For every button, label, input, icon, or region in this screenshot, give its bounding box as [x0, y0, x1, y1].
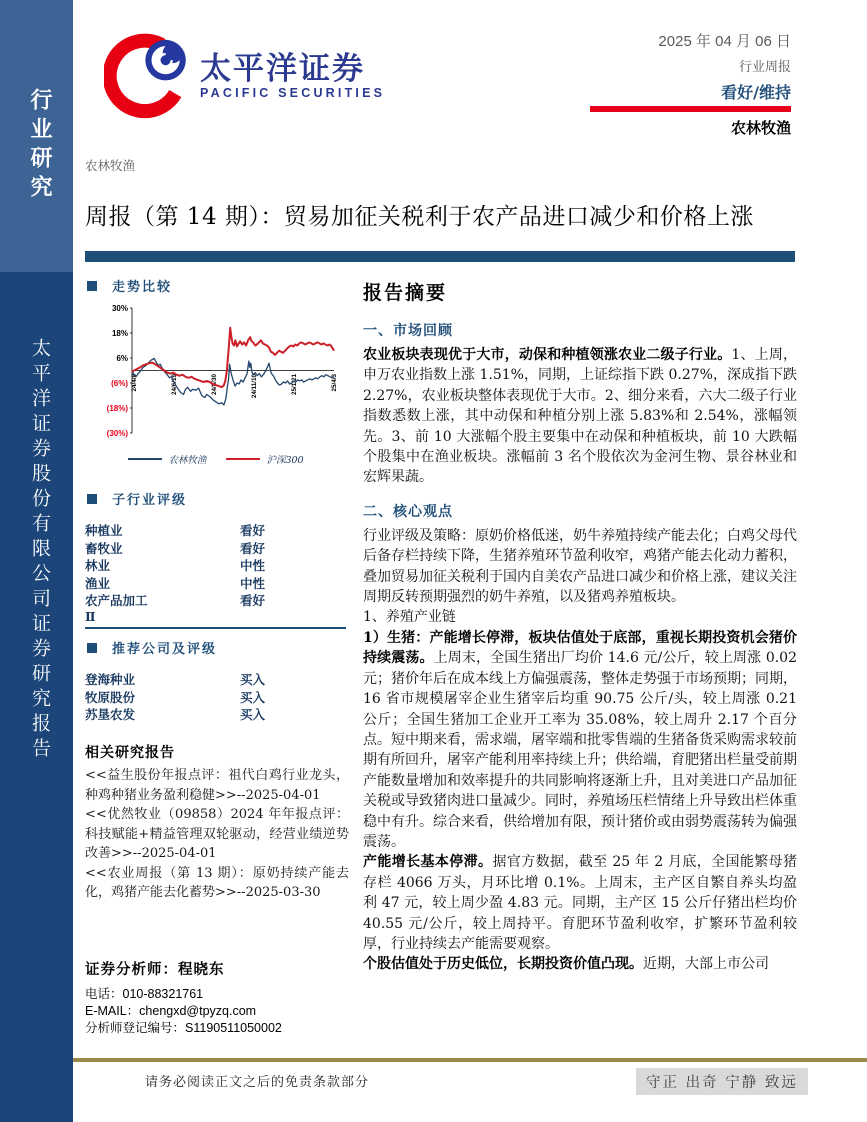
paragraph-body: 1、上周，申万农业指数上涨 1.51%，同期，上证综指下跌 0.27%，深成指下跌 2.27%，农业板块整体表现优于大市。2、细分来看，六大二级子行业指数悉数上涨，其中动保和种植分别上涨 5.83%和 2.54%，涨幅领先。3、前 10 大涨幅个股主要集中在动保和种植板块，前 10 大跌幅个股集中在渔业板块。涨幅前 3 名个股依次为金河生物、景谷林业和宏辉果蔬。 — [363, 347, 797, 486]
trend-chart — [90, 298, 342, 452]
trend-section-header — [87, 276, 172, 295]
section-2-title: 二、核心观点 — [363, 503, 453, 520]
company-row — [85, 670, 347, 688]
rating-name: 畜牧业 — [85, 540, 123, 556]
title-divider — [85, 251, 795, 262]
legend-label-industry: 农林牧渔 — [168, 455, 207, 466]
rating-underline — [590, 106, 791, 112]
footer-divider — [73, 1058, 867, 1062]
x-tick: 24/11/10 — [251, 374, 258, 399]
legend-swatch-industry — [128, 458, 162, 460]
valuation-paragraph — [363, 954, 797, 974]
paragraph-lead: 1）生猪：产能增长停滞，板块估值处于底部，重视长期投资机会猪价持续震荡。 — [363, 629, 797, 667]
analyst-name: 证券分析师：程晓东 — [85, 961, 225, 978]
paragraph-body: 上周末，全国生猪出厂均价 14.6 元/公斤，较上周涨 0.02 元；猪价年后在成本线上方偏强震荡，整体走势强于市场预期；同期，16 省市规模屠宰企业生猪宰后均重 90.75 公斤/头，较上周涨 0.21 公斤；全国生猪加工企业开工率为 35.08%，较上周升 2.17 个百分点。短中期来看，需求端，屠宰端和批零售端的生猪备货采购需求较前期有所回升，屠宰产能利用率持续上升；供给端，育肥猪出栏量受前期产能数量增加和效率提升的共同影响将逐渐上升，且对美进口产品加征关税或导致猪肉进口量减少。同时，养殖场压栏情绪上升导致出栏体重稳中有升。综合来看，供给增加有限，预计猪价或由弱势震荡转为偏强震荡。 — [363, 650, 797, 850]
industry-name: 农林牧渔 — [730, 119, 791, 137]
rating-value: 中性 — [240, 575, 266, 591]
legend-item-hs300 — [226, 452, 303, 466]
rating-row — [85, 609, 347, 627]
y-tick: (6%) — [111, 379, 128, 388]
report-date: 2025 年 04 月 06 日 — [658, 33, 791, 50]
trend-section-title: 走势比较 — [112, 280, 173, 295]
left-divider — [85, 627, 346, 629]
company-row — [85, 688, 347, 706]
rating-value: 中性 — [240, 558, 266, 573]
series-industry-line — [132, 358, 334, 405]
rating-row — [85, 574, 347, 592]
analyst-phone: 电话：010-88321761 — [85, 987, 204, 1001]
paragraph-body: 近期，大部上市公司 — [643, 956, 769, 973]
subrating-section-header — [87, 489, 187, 508]
company-row — [85, 705, 347, 723]
sidebar-bottom-label: 太平洋证券股份有限公司证券研究报告 — [29, 338, 51, 763]
footer-motto: 守正 出奇 宁静 致远 — [636, 1068, 808, 1095]
y-tick: 18% — [111, 329, 128, 338]
x-tick: 24/6/19 — [171, 374, 178, 396]
paragraph-lead: 产能增长基本停滞。 — [363, 854, 493, 871]
paragraph-lead: 农业板块表现优于大市，动保和种植领涨农业二级子行业。 — [363, 347, 732, 363]
section-1-title: 一、市场回顾 — [363, 323, 453, 339]
hog-paragraph — [363, 628, 797, 852]
header-meta — [590, 30, 791, 138]
y-tick: 30% — [111, 304, 128, 313]
analyst-block — [85, 958, 355, 1037]
company-name: 登海种业 — [85, 672, 136, 687]
x-tick: 25/1/21 — [291, 374, 298, 396]
subrating-section-title: 子行业评级 — [112, 493, 188, 508]
companies-section-header — [87, 638, 217, 657]
rating-name: 渔业 — [85, 575, 111, 591]
company-name: 牧原股份 — [85, 689, 136, 705]
rating-row — [85, 556, 347, 574]
rating-name: 林业 — [85, 558, 111, 573]
chain-title-paragraph: 1、养殖产业链 — [363, 609, 456, 626]
company-name: 苏垦农发 — [85, 707, 136, 722]
company-rating: 买入 — [240, 707, 266, 722]
report-title: 周报（第 14 期）：贸易加征关税利于农产品进口减少和价格上涨 — [85, 204, 754, 230]
disclaimer-text: 请务必阅读正文之后的免责条款部分 — [145, 1075, 370, 1090]
companies-section-title: 推荐公司及评级 — [112, 642, 218, 657]
strategy-paragraph: 行业评级及策略：原奶价格低迷，奶牛养殖持续产能去化；白鸡父母代后备存栏持续下降，生猪养殖环节盈利收窄，鸡猪产能去化动力蓄积，叠加贸易加征关税利于国内自美农产品进口减少和价格上涨，建议关注周期反转预期强烈的奶牛养殖，以及猪鸡养殖板块。 — [363, 527, 797, 606]
x-tick: 24/4/8 — [131, 374, 138, 392]
rating-value: 看好 — [240, 523, 266, 538]
companies-list — [85, 670, 347, 723]
subrating-list — [85, 521, 347, 626]
logo-en: PACIFIC SECURITIES — [200, 86, 386, 101]
market-review-paragraph — [363, 345, 797, 488]
rating-value: 看好 — [240, 540, 266, 556]
square-bullet-icon — [87, 643, 97, 653]
x-tick: 25/4/3 — [331, 374, 338, 392]
analyst-email: E-MAIL：chengxd@tpyzq.com — [85, 1004, 257, 1018]
rating-name: 种植业 — [85, 523, 123, 538]
sidebar-top-label: 行业研究 — [27, 88, 53, 204]
report-summary — [363, 278, 797, 975]
rating-name: Ⅱ — [85, 608, 96, 624]
company-rating: 买入 — [240, 689, 266, 705]
report-type: 行业周报 — [738, 59, 791, 74]
x-tick: 24/8/30 — [211, 374, 218, 396]
rating-row — [85, 591, 347, 609]
related-reports-list — [85, 766, 349, 903]
report-item: <<益生股份年报点评：祖代白鸡行业龙头，种鸡种猪业务盈利稳健>>--2025-04-01 — [85, 768, 349, 803]
square-bullet-icon — [87, 281, 97, 291]
summary-title: 报告摘要 — [363, 282, 448, 304]
industry-breadcrumb: 农林牧渔 — [85, 159, 136, 173]
logo-text — [200, 52, 385, 100]
related-reports-title: 相关研究报告 — [85, 745, 175, 761]
rating-value: 看好 — [240, 593, 266, 608]
rating-name: 农产品加工 — [85, 593, 148, 608]
company-rating: 买入 — [240, 672, 266, 687]
chart-legend — [90, 452, 342, 466]
report-item: <<农业周报（第 13 期）：原奶持续产能去化，鸡猪产能去化蓄势>>--2025-03-30 — [85, 865, 349, 900]
rating-row — [85, 521, 347, 539]
legend-swatch-hs300 — [226, 458, 260, 460]
logo-cn: 太平洋证券 — [200, 50, 365, 87]
legend-label-hs300: 沪深300 — [266, 455, 304, 466]
logo-mark-icon — [104, 26, 192, 126]
industry-rating: 看好/维持 — [721, 83, 791, 102]
pacific-securities-logo — [104, 26, 385, 126]
y-tick: 6% — [116, 354, 128, 363]
paragraph-body: 据官方数据，截至 25 年 2 月底，全国能繁母猪存栏 4066 万头，月环比增 0.1%。上周末，主产区自繁自养头均盈利 47 元，较上周少盈 4.83 元。同期，主产区 15 公斤仔猪出栏均价 40.55 元/公斤，较上周持平。育肥环节盈利收窄，扩繁环节盈利较厚，行业持续去产能需要观察。 — [363, 854, 798, 952]
square-bullet-icon — [87, 494, 97, 504]
analyst-license: 分析师登记编号：S1190511050002 — [85, 1021, 282, 1035]
capacity-paragraph — [363, 852, 797, 954]
rating-row — [85, 539, 347, 557]
report-item: <<优然牧业（09858）2024 年年报点评：科技赋能+精益管理双轮驱动，经营业绩逆势改善>>--2025-04-01 — [85, 807, 349, 861]
legend-item-industry — [128, 452, 206, 466]
trend-chart-svg — [90, 298, 342, 448]
paragraph-lead: 个股估值处于历史低位，长期投资价值凸现。 — [363, 956, 643, 973]
y-tick: (18%) — [106, 404, 128, 413]
y-tick: (30%) — [106, 429, 128, 438]
